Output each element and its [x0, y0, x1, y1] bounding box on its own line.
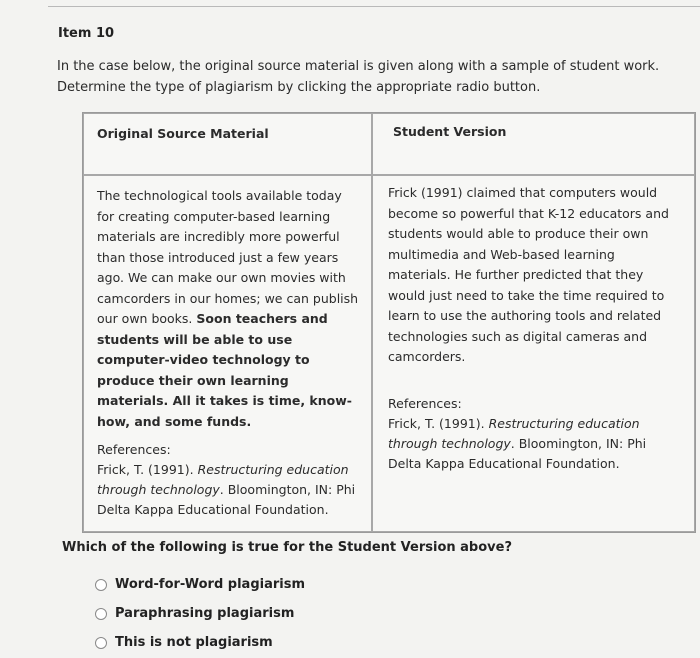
original-citation — [97, 460, 359, 520]
student-ref-author: Frick, T. (1991). — [388, 415, 489, 431]
header-student-version: Student Version — [372, 113, 695, 175]
student-ref-rest: . Bloomington, IN: Phi Delta Kappa Educational Foundation. — [388, 435, 647, 471]
student-ref-title: Restructuring education through technology — [388, 415, 640, 451]
option-label: Paraphrasing plagiarism — [115, 606, 295, 621]
option-label: This is not plagiarism — [115, 635, 273, 650]
student-version-cell — [372, 175, 695, 532]
original-plain-text: The technological tools available today for creating computer-based learning materials are incredibly more powerful than those introduced just a few years ago. We can make our own movies with camcorders in our homes; we can publish our own books. — [97, 188, 359, 326]
original-references — [97, 440, 359, 520]
radio-button-icon[interactable] — [95, 637, 107, 649]
table-body-row — [83, 175, 695, 532]
header-original-source: Original Source Material — [83, 113, 372, 175]
student-passage: Frick (1991) claimed that computers would become so powerful that K-12 educators and students would able to produce their own multimedia and Web-based learning materials. He further predicted that they would just need to take the time required to learn to use the authoring tools and related technologies such as digital cameras and camcorders. — [388, 185, 669, 364]
original-ref-rest: . Bloomington, IN: Phi Delta Kappa Educational Foundation. — [97, 482, 356, 517]
original-bold-text: Soon teachers and students will be able to use computer-video technology to produce their own learning materials. All it takes is time, know-how, and some funds. — [97, 311, 352, 429]
instructions: In the case below, the original source material is given along with a sample of student work. Determine the type of plagiarism by clicking the appropriate radio button. — [57, 59, 660, 95]
student-references — [388, 394, 680, 474]
original-references-label: References: — [97, 442, 171, 457]
option-word-for-word[interactable] — [95, 570, 305, 599]
item-title: Item 10 — [58, 26, 115, 41]
student-citation — [388, 414, 680, 474]
option-paraphrasing[interactable] — [95, 599, 305, 628]
radio-button-icon[interactable] — [95, 579, 107, 591]
original-source-cell — [83, 175, 372, 532]
question-text: Which of the following is true for the Student Version above? — [62, 540, 512, 555]
student-references-label: References: — [388, 395, 462, 411]
answer-options — [95, 570, 305, 657]
top-divider — [48, 6, 700, 7]
table-header-row — [83, 113, 695, 175]
option-label: Word-for-Word plagiarism — [115, 577, 305, 592]
comparison-table — [82, 112, 696, 533]
original-passage — [97, 186, 359, 432]
radio-button-icon[interactable] — [95, 608, 107, 620]
option-not-plagiarism[interactable] — [95, 628, 305, 657]
original-ref-title: Restructuring education through technology — [97, 462, 349, 497]
original-ref-author: Frick, T. (1991). — [97, 462, 198, 477]
